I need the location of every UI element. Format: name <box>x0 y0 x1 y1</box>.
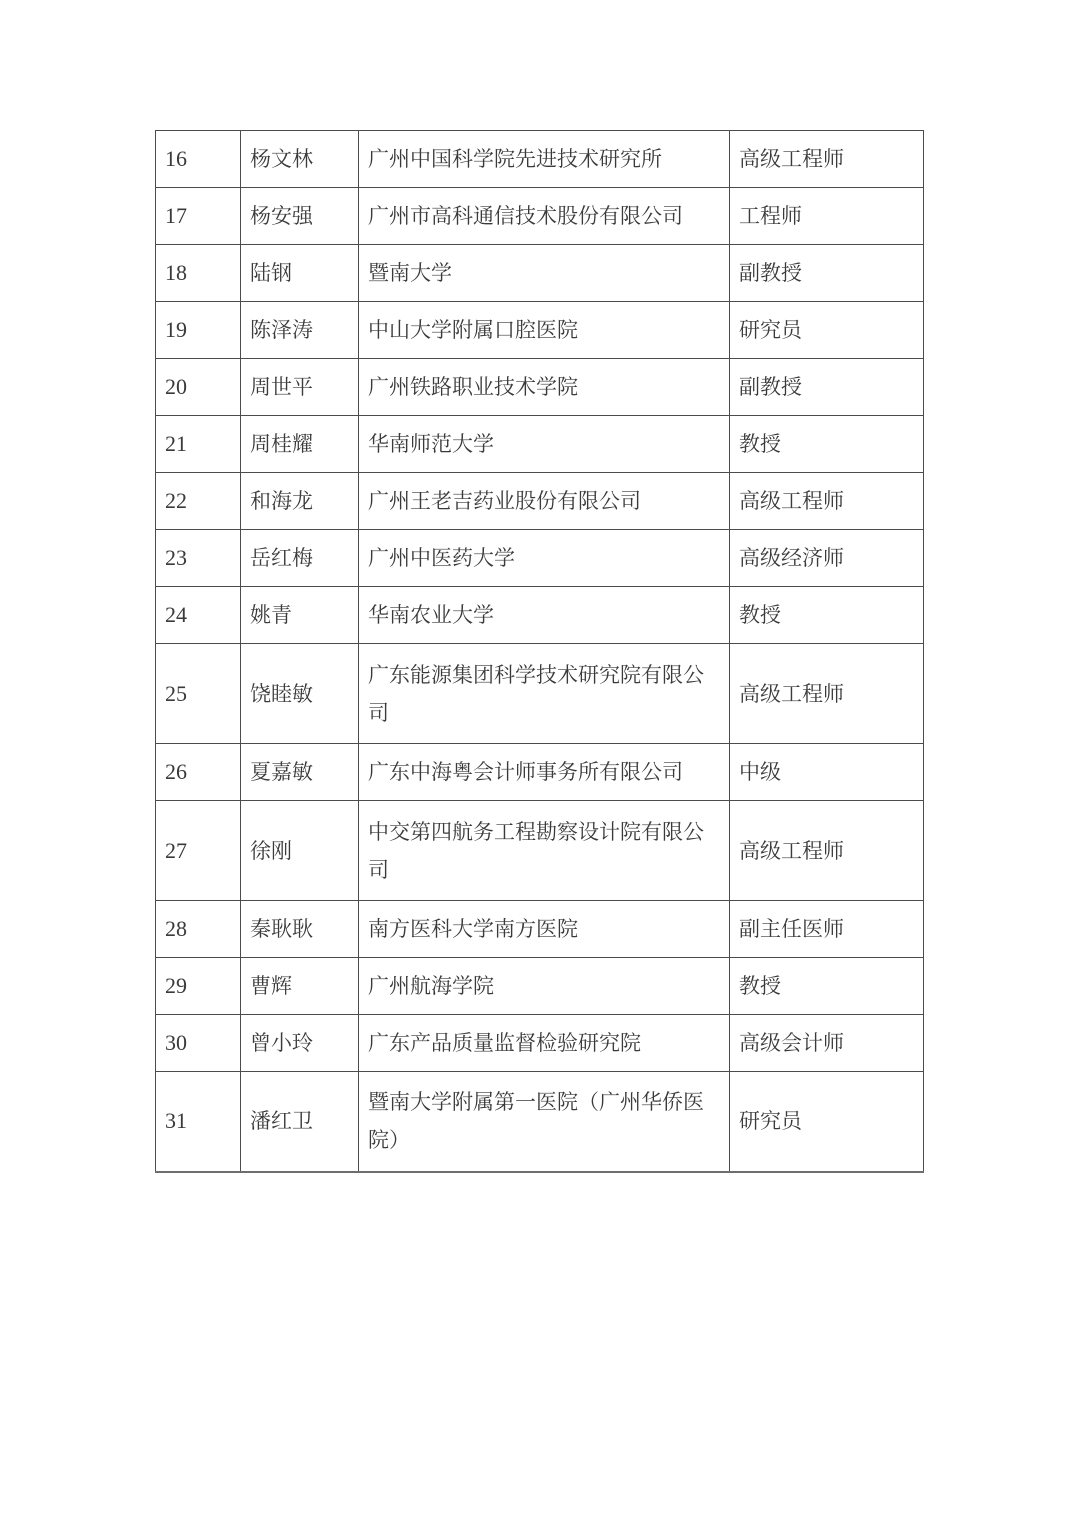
title-cell: 研究员 <box>730 1072 924 1172</box>
name-cell: 潘红卫 <box>241 1072 359 1172</box>
row-index-cell: 16 <box>156 131 241 188</box>
organization-cell: 广东产品质量监督检验研究院 <box>359 1015 730 1072</box>
organization-cell: 广州中国科学院先进技术研究所 <box>359 131 730 188</box>
title-cell: 副教授 <box>730 245 924 302</box>
table-row <box>156 416 924 473</box>
title-cell: 高级工程师 <box>730 131 924 188</box>
organization-cell: 广州中医药大学 <box>359 530 730 587</box>
organization-cell: 中交第四航务工程勘察设计院有限公司 <box>359 801 730 901</box>
title-cell: 副教授 <box>730 359 924 416</box>
row-index-cell: 25 <box>156 644 241 744</box>
title-cell: 高级会计师 <box>730 1015 924 1072</box>
name-cell: 周世平 <box>241 359 359 416</box>
organization-cell: 广州铁路职业技术学院 <box>359 359 730 416</box>
name-cell: 夏嘉敏 <box>241 744 359 801</box>
table-row <box>156 801 924 901</box>
table-row <box>156 359 924 416</box>
name-cell: 杨文林 <box>241 131 359 188</box>
table-row <box>156 1072 924 1172</box>
organization-cell: 暨南大学 <box>359 245 730 302</box>
row-index-cell: 21 <box>156 416 241 473</box>
title-cell: 高级工程师 <box>730 644 924 744</box>
row-index-cell: 31 <box>156 1072 241 1172</box>
roster-table <box>155 130 924 1173</box>
row-index-cell: 17 <box>156 188 241 245</box>
row-index-cell: 22 <box>156 473 241 530</box>
name-cell: 徐刚 <box>241 801 359 901</box>
table-row <box>156 644 924 744</box>
row-index-cell: 27 <box>156 801 241 901</box>
title-cell: 教授 <box>730 958 924 1015</box>
row-index-cell: 23 <box>156 530 241 587</box>
organization-cell: 暨南大学附属第一医院（广州华侨医院） <box>359 1072 730 1172</box>
table-row <box>156 131 924 188</box>
row-index-cell: 19 <box>156 302 241 359</box>
title-cell: 中级 <box>730 744 924 801</box>
organization-cell: 广州航海学院 <box>359 958 730 1015</box>
row-index-cell: 28 <box>156 901 241 958</box>
row-index-cell: 26 <box>156 744 241 801</box>
organization-cell: 广州王老吉药业股份有限公司 <box>359 473 730 530</box>
row-index-cell: 24 <box>156 587 241 644</box>
organization-cell: 广东能源集团科学技术研究院有限公司 <box>359 644 730 744</box>
title-cell: 研究员 <box>730 302 924 359</box>
row-index-cell: 20 <box>156 359 241 416</box>
name-cell: 饶睦敏 <box>241 644 359 744</box>
title-cell: 副主任医师 <box>730 901 924 958</box>
name-cell: 秦耿耿 <box>241 901 359 958</box>
table-row <box>156 473 924 530</box>
name-cell: 曾小玲 <box>241 1015 359 1072</box>
table-row <box>156 587 924 644</box>
title-cell: 工程师 <box>730 188 924 245</box>
row-index-cell: 30 <box>156 1015 241 1072</box>
organization-cell: 广东中海粤会计师事务所有限公司 <box>359 744 730 801</box>
name-cell: 陈泽涛 <box>241 302 359 359</box>
table-row <box>156 302 924 359</box>
name-cell: 周桂耀 <box>241 416 359 473</box>
table-row <box>156 530 924 587</box>
name-cell: 和海龙 <box>241 473 359 530</box>
title-cell: 高级工程师 <box>730 801 924 901</box>
table-row <box>156 188 924 245</box>
title-cell: 教授 <box>730 587 924 644</box>
organization-cell: 中山大学附属口腔医院 <box>359 302 730 359</box>
organization-cell: 华南农业大学 <box>359 587 730 644</box>
title-cell: 高级经济师 <box>730 530 924 587</box>
organization-cell: 广州市高科通信技术股份有限公司 <box>359 188 730 245</box>
title-cell: 教授 <box>730 416 924 473</box>
title-cell: 高级工程师 <box>730 473 924 530</box>
table-row <box>156 245 924 302</box>
table-row <box>156 958 924 1015</box>
table-row <box>156 1015 924 1072</box>
name-cell: 曹辉 <box>241 958 359 1015</box>
row-index-cell: 18 <box>156 245 241 302</box>
name-cell: 姚青 <box>241 587 359 644</box>
name-cell: 杨安强 <box>241 188 359 245</box>
table-row <box>156 901 924 958</box>
row-index-cell: 29 <box>156 958 241 1015</box>
name-cell: 岳红梅 <box>241 530 359 587</box>
organization-cell: 南方医科大学南方医院 <box>359 901 730 958</box>
organization-cell: 华南师范大学 <box>359 416 730 473</box>
table-row <box>156 744 924 801</box>
name-cell: 陆钢 <box>241 245 359 302</box>
